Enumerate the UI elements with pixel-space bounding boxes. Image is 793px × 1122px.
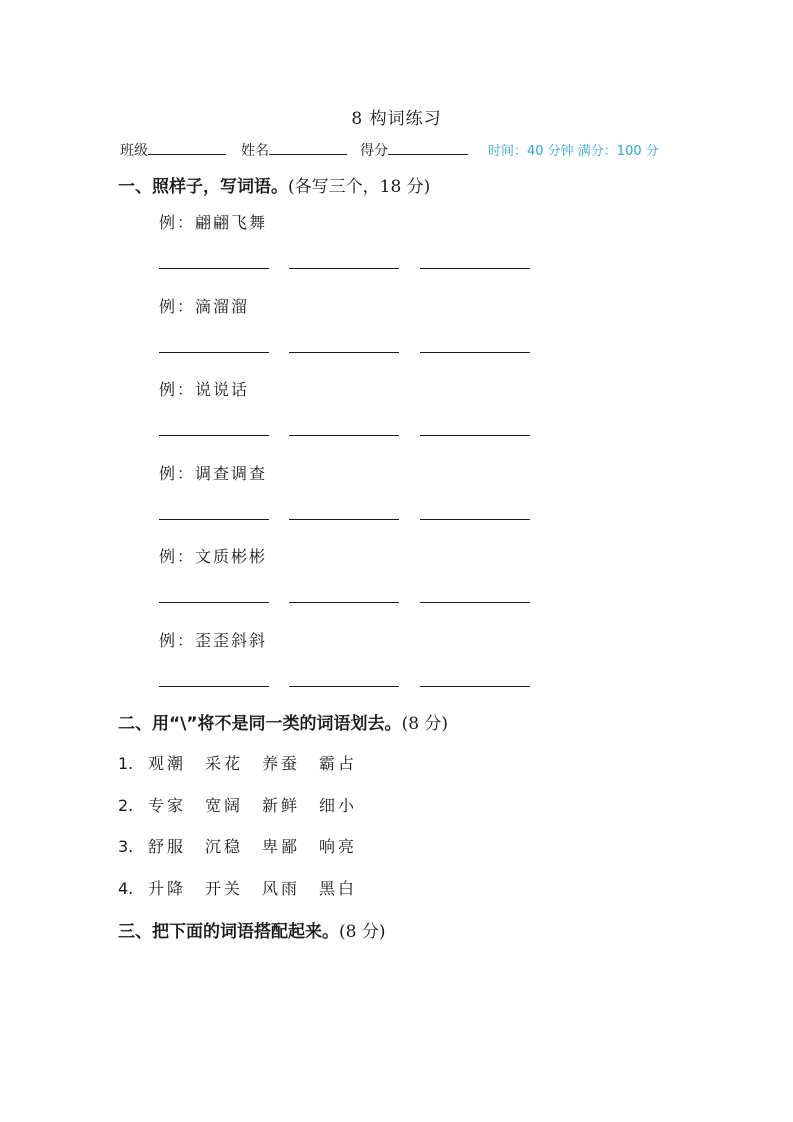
class-blank[interactable] [148, 140, 226, 155]
answer-line[interactable] [420, 519, 530, 520]
section-3-points: (8 分) [339, 922, 386, 942]
answer-line[interactable] [289, 686, 399, 687]
question-number: 1. [118, 754, 134, 773]
score-field [360, 140, 468, 160]
answer-line[interactable] [289, 268, 399, 269]
answer-line[interactable] [159, 435, 269, 436]
section-2-title: 二、用“\”将不是同一类的词语划去。 [118, 714, 402, 734]
time-score-info: 时间：40 分钟 满分：100 分 [488, 144, 659, 159]
answer-line[interactable] [420, 686, 530, 687]
section-3-title: 三、把下面的词语搭配起来。 [118, 922, 339, 942]
question-item [118, 751, 376, 774]
answer-line[interactable] [289, 519, 399, 520]
question-number: 3. [118, 837, 134, 856]
class-field [120, 140, 226, 160]
word-option[interactable]: 升降 [148, 878, 187, 898]
answer-line[interactable] [289, 435, 399, 436]
answer-line[interactable] [420, 435, 530, 436]
answer-line[interactable] [159, 268, 269, 269]
word-option[interactable]: 观潮 [148, 754, 187, 773]
word-option[interactable]: 宽阔 [205, 795, 244, 815]
score-blank[interactable] [388, 140, 468, 155]
example-word: 例：文质彬彬 [159, 547, 268, 566]
section-2-heading [118, 709, 448, 734]
word-option[interactable]: 舒服 [148, 837, 187, 856]
word-option[interactable]: 黑白 [319, 878, 358, 898]
question-item [118, 834, 376, 857]
section-1-title: 一、照样子，写词语。 [118, 177, 288, 197]
name-field [241, 140, 347, 160]
example-word: 例：调查调查 [159, 463, 268, 483]
example-word: 例：歪歪斜斜 [159, 630, 268, 650]
answer-line[interactable] [159, 352, 269, 353]
name-blank[interactable] [269, 140, 347, 155]
section-3-heading [118, 917, 385, 942]
word-option[interactable]: 响亮 [319, 837, 358, 856]
question-number: 2. [118, 795, 134, 815]
word-option[interactable]: 沉稳 [205, 837, 244, 856]
page-title: 8 构词练习 [351, 109, 442, 129]
answer-line[interactable] [420, 602, 530, 603]
name-label: 姓名 [241, 143, 269, 159]
word-option[interactable]: 专家 [148, 795, 187, 815]
example-word: 例：说说话 [159, 380, 250, 399]
word-option[interactable]: 风雨 [262, 878, 301, 898]
question-number: 4. [118, 878, 134, 898]
answer-line[interactable] [159, 519, 269, 520]
class-label: 班级 [120, 143, 148, 159]
score-label: 得分 [360, 143, 388, 159]
question-item [118, 793, 376, 816]
word-option[interactable]: 新鲜 [262, 795, 301, 815]
word-option[interactable]: 养蚕 [262, 754, 301, 773]
answer-line[interactable] [289, 602, 399, 603]
section-2-points: (8 分) [401, 714, 449, 734]
question-item [118, 876, 376, 899]
answer-line[interactable] [159, 602, 269, 603]
example-word: 例：滴溜溜 [159, 296, 250, 316]
word-option[interactable]: 开关 [205, 878, 244, 898]
section-1-points: (各写三个，18 分) [288, 177, 431, 197]
answer-line[interactable] [159, 686, 269, 687]
answer-line[interactable] [289, 352, 399, 353]
section-1-heading [118, 172, 430, 197]
word-option[interactable]: 细小 [319, 795, 358, 815]
word-option[interactable]: 卑鄙 [262, 837, 301, 856]
example-word: 例：翩翩飞舞 [159, 213, 268, 232]
answer-line[interactable] [420, 352, 530, 353]
word-option[interactable]: 霸占 [319, 754, 358, 773]
word-option[interactable]: 采花 [205, 754, 244, 773]
answer-line[interactable] [420, 268, 530, 269]
